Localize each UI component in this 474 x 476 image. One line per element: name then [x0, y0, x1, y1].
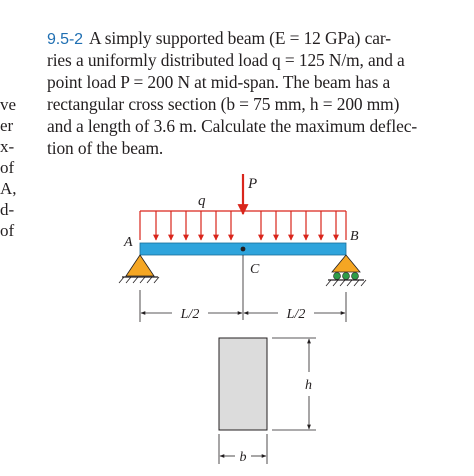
pin-support-a [119, 255, 159, 283]
span-right-label: L/2 [286, 307, 306, 322]
fragment: of [0, 158, 15, 177]
midpoint-label: C [250, 262, 260, 277]
section-height-label: h [305, 378, 312, 393]
problem-line: and a length of 3.6 m. Calculate the maximum deflec- [47, 116, 418, 136]
fragment: x- [0, 137, 15, 156]
fragment: A, [0, 179, 17, 198]
section-width-label: b [239, 450, 247, 465]
fragment: ve [0, 95, 17, 114]
problem-number: 9.5-2 [47, 31, 83, 48]
roller-support-b [326, 255, 366, 286]
problem-line: point load P = 200 N at mid-span. The beam has a [47, 72, 391, 92]
problem-line: rectangular cross section (b = 75 mm, h = 200 mm) [47, 94, 400, 114]
support-b-label: B [350, 229, 359, 244]
support-a-label: A [124, 235, 133, 250]
cross-section [219, 338, 267, 430]
span-left-label: L/2 [180, 307, 200, 322]
midpoint-marker [241, 247, 246, 252]
distributed-load-label: q [198, 193, 206, 209]
problem-line: 9.5-2 A simply supported beam (E = 12 GPa) car- [47, 28, 391, 48]
fragment: er [0, 116, 14, 135]
fragment: of [0, 221, 15, 240]
point-load-label: P [248, 176, 258, 192]
fragment: d- [0, 200, 15, 219]
problem-line: ries a uniformly distributed load q = 125 N/m, and a [47, 50, 405, 70]
problem-line: tion of the beam. [47, 138, 164, 158]
distributed-load-arrows [156, 211, 336, 240]
